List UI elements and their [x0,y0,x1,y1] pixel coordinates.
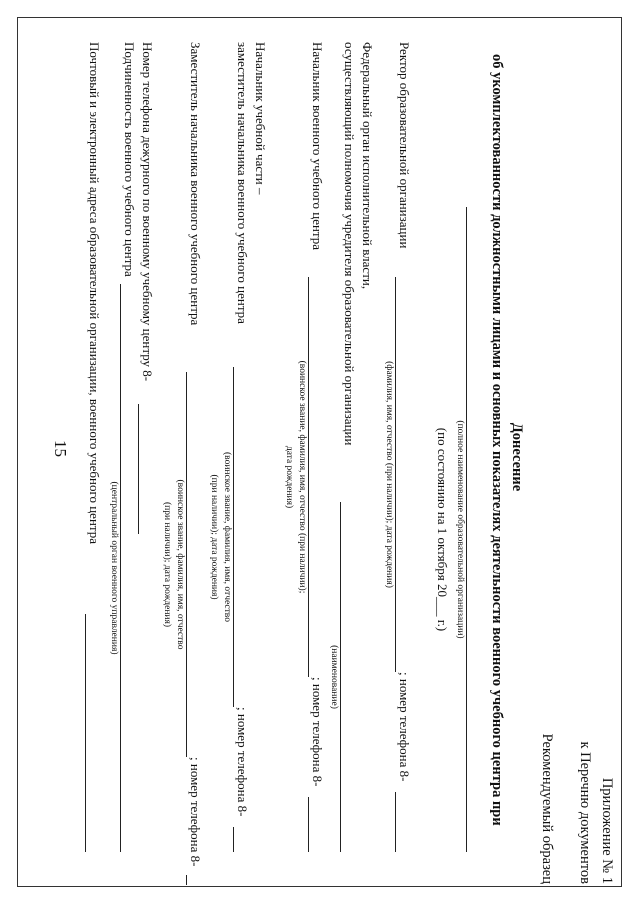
field-deputy1-caption-1: (воинское звание, фамилия, имя, отчество [222,452,232,622]
field-rector-caption: (фамилия, имя, отчество (при наличии); дата рождения) [384,361,394,588]
field-rector-phone-line [395,792,396,852]
field-deputy1-label-1: Начальник учебной части – [253,42,268,195]
field-subordination-caption: (центральный орган военного управления) [109,481,119,655]
field-federal-line [340,502,341,852]
field-rector-line [395,277,396,672]
field-address-line [85,614,86,852]
field-deputy2-label: Заместитель начальника военного учебного центра [188,42,203,326]
field-federal-caption: (наименование) [329,645,339,709]
field-subordination-label: Подчиненность военного учебного центра [122,42,137,277]
appendix-reference: к Перечню документов [577,741,593,884]
org-name-line [466,207,467,852]
field-deputy1-phone-line [233,827,234,852]
appendix-number: Приложение № 1 [599,777,615,884]
field-deputy2-line [186,372,187,757]
field-deputy1-phone-label: ; номер телефона 8- [235,707,250,817]
field-deputy2-caption-2: (при наличии); дата рождения) [162,501,172,628]
field-head-label: Начальник военного учебного центра [310,42,325,251]
field-deputy2-caption-1: (воинское звание, фамилия, имя, отчество [175,479,185,650]
field-subordination-line [120,284,121,852]
field-head-line [308,277,309,677]
field-deputy1-label-2: заместитель начальника военного учебного центра [235,42,250,324]
field-deputy2-phone-line [186,875,187,885]
document-body [25,22,625,892]
field-deputy2-phone-label: ; номер телефона 8- [188,757,203,867]
as-of-date: (по состоянию на 1 октября 20___ г.) [435,427,450,632]
field-rector-label: Ректор образовательной организации [397,42,412,249]
field-rector-phone-label: ; номер телефона 8- [397,672,412,782]
field-head-caption-1: (воинское звание, фамилия, имя, отчество (при наличии); [297,360,307,594]
field-federal-label-1: Федеральный орган исполнительной власти, [360,42,375,290]
field-head-caption-2: дата рождения) [284,445,294,509]
field-duty-phone-label: Номер телефона дежурного по военному учебному центру 8- [140,42,155,382]
document-subheading: об укомплектованности должностными лицами и основных показателях деятельности военного учебного центра при [489,54,505,826]
sample-label: Рекомендуемый образец [539,733,555,884]
org-name-caption: (полное наименование образовательной организации) [455,420,465,639]
field-duty-phone-line [138,404,139,534]
field-deputy1-line [233,367,234,707]
field-federal-label-2: осуществляющий полномочия учредителя образовательной организации [342,42,357,446]
document-heading: Донесение [509,422,525,492]
field-deputy1-caption-2: (при наличии); дата рождения) [209,474,219,600]
field-head-phone-line [308,797,309,852]
field-address-label: Почтовый и электронный адреса образовательной организации, военного учебного центра [87,42,102,545]
field-head-phone-label: ; номер телефона 8- [310,677,325,787]
page-number: 15 [51,440,70,457]
